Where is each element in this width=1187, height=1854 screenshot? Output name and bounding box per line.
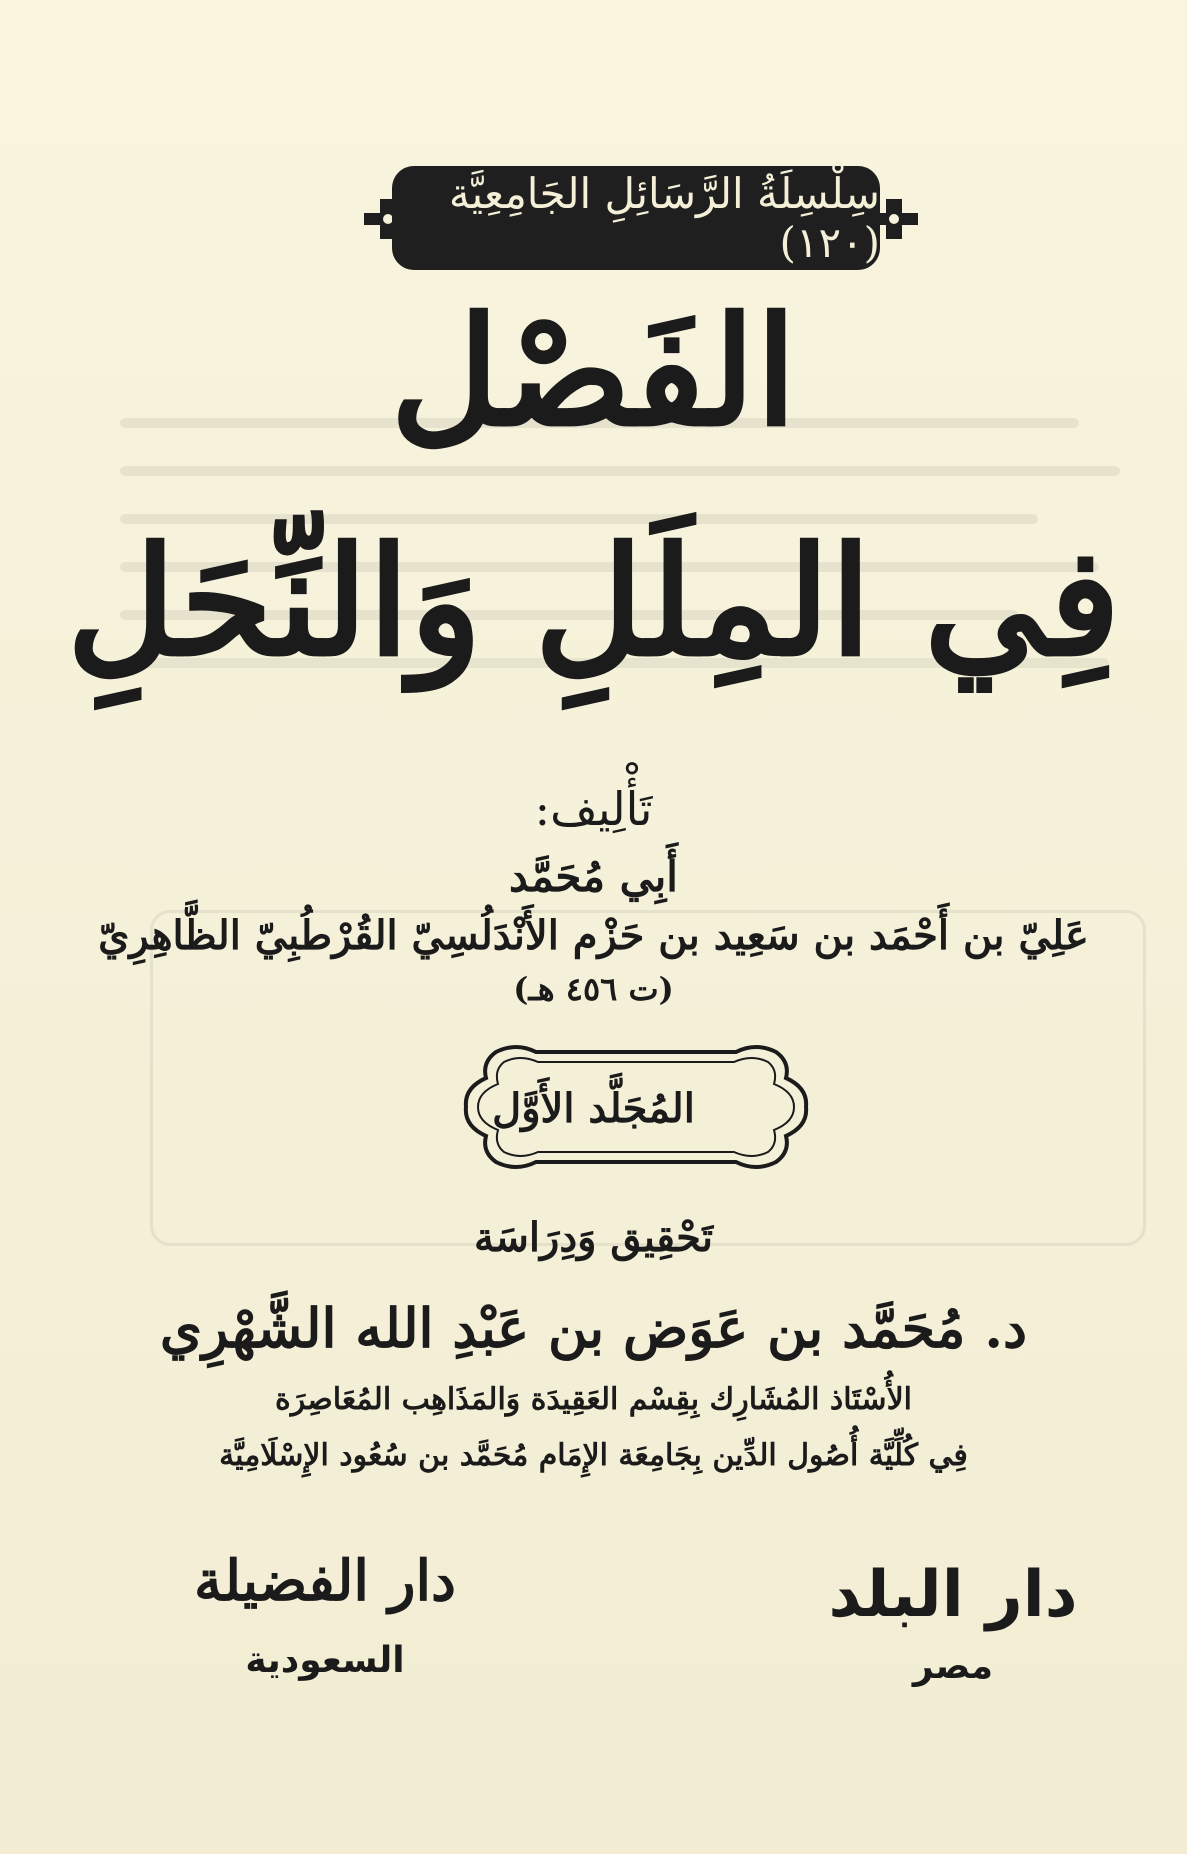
editor-affiliation: فِي كُلِّيَّة أُصُول الدِّين بِجَامِعَة الإِمَام مُحَمَّد بن سُعُود الإِسْلَامِيَّة — [219, 1438, 968, 1473]
editor-position: الأُسْتَاذ المُشَارِك بِقِسْم العَقِيدَة وَالمَذَاهِب المُعَاصِرَة — [274, 1382, 913, 1417]
cross-ornament-icon — [866, 195, 922, 243]
publisher-place: السعودية — [245, 1640, 405, 1681]
editor-label: تَحْقِيق وَدِرَاسَة — [473, 1214, 714, 1261]
publisher-place: مصر — [912, 1646, 994, 1687]
author-death-date: (ت ٤٥٦ هـ) — [513, 970, 674, 1008]
volume-label: المُجَلَّد الأَوَّل — [492, 1085, 695, 1132]
series-banner — [392, 166, 880, 270]
series-label: سِلْسِلَةُ الرَّسَائِلِ الجَامِعِيَّة (١٢٠) — [448, 169, 880, 267]
publisher-name: دار البلد — [828, 1558, 1078, 1632]
author-full-name: عَلِيّ بن أَحْمَد بن سَعِيد بن حَزْم الأَنْدَلُسِيّ القُرْطُبِيّ الظَّاهِرِيّ — [98, 912, 1089, 959]
author-kunya: أَبِي مُحَمَّد — [509, 852, 678, 901]
author-by-label: تَأْلِيف: — [534, 782, 653, 836]
editor-name: د. مُحَمَّد بن عَوَض بن عَبْدِ الله الشَّهْرِي — [159, 1296, 1028, 1360]
book-title-line2: فِي المِلَلِ وَالنِّحَلِ — [66, 514, 1121, 690]
publisher-name: دار الفضيلة — [193, 1548, 456, 1614]
book-title-line1: الفَصْل — [390, 284, 797, 460]
